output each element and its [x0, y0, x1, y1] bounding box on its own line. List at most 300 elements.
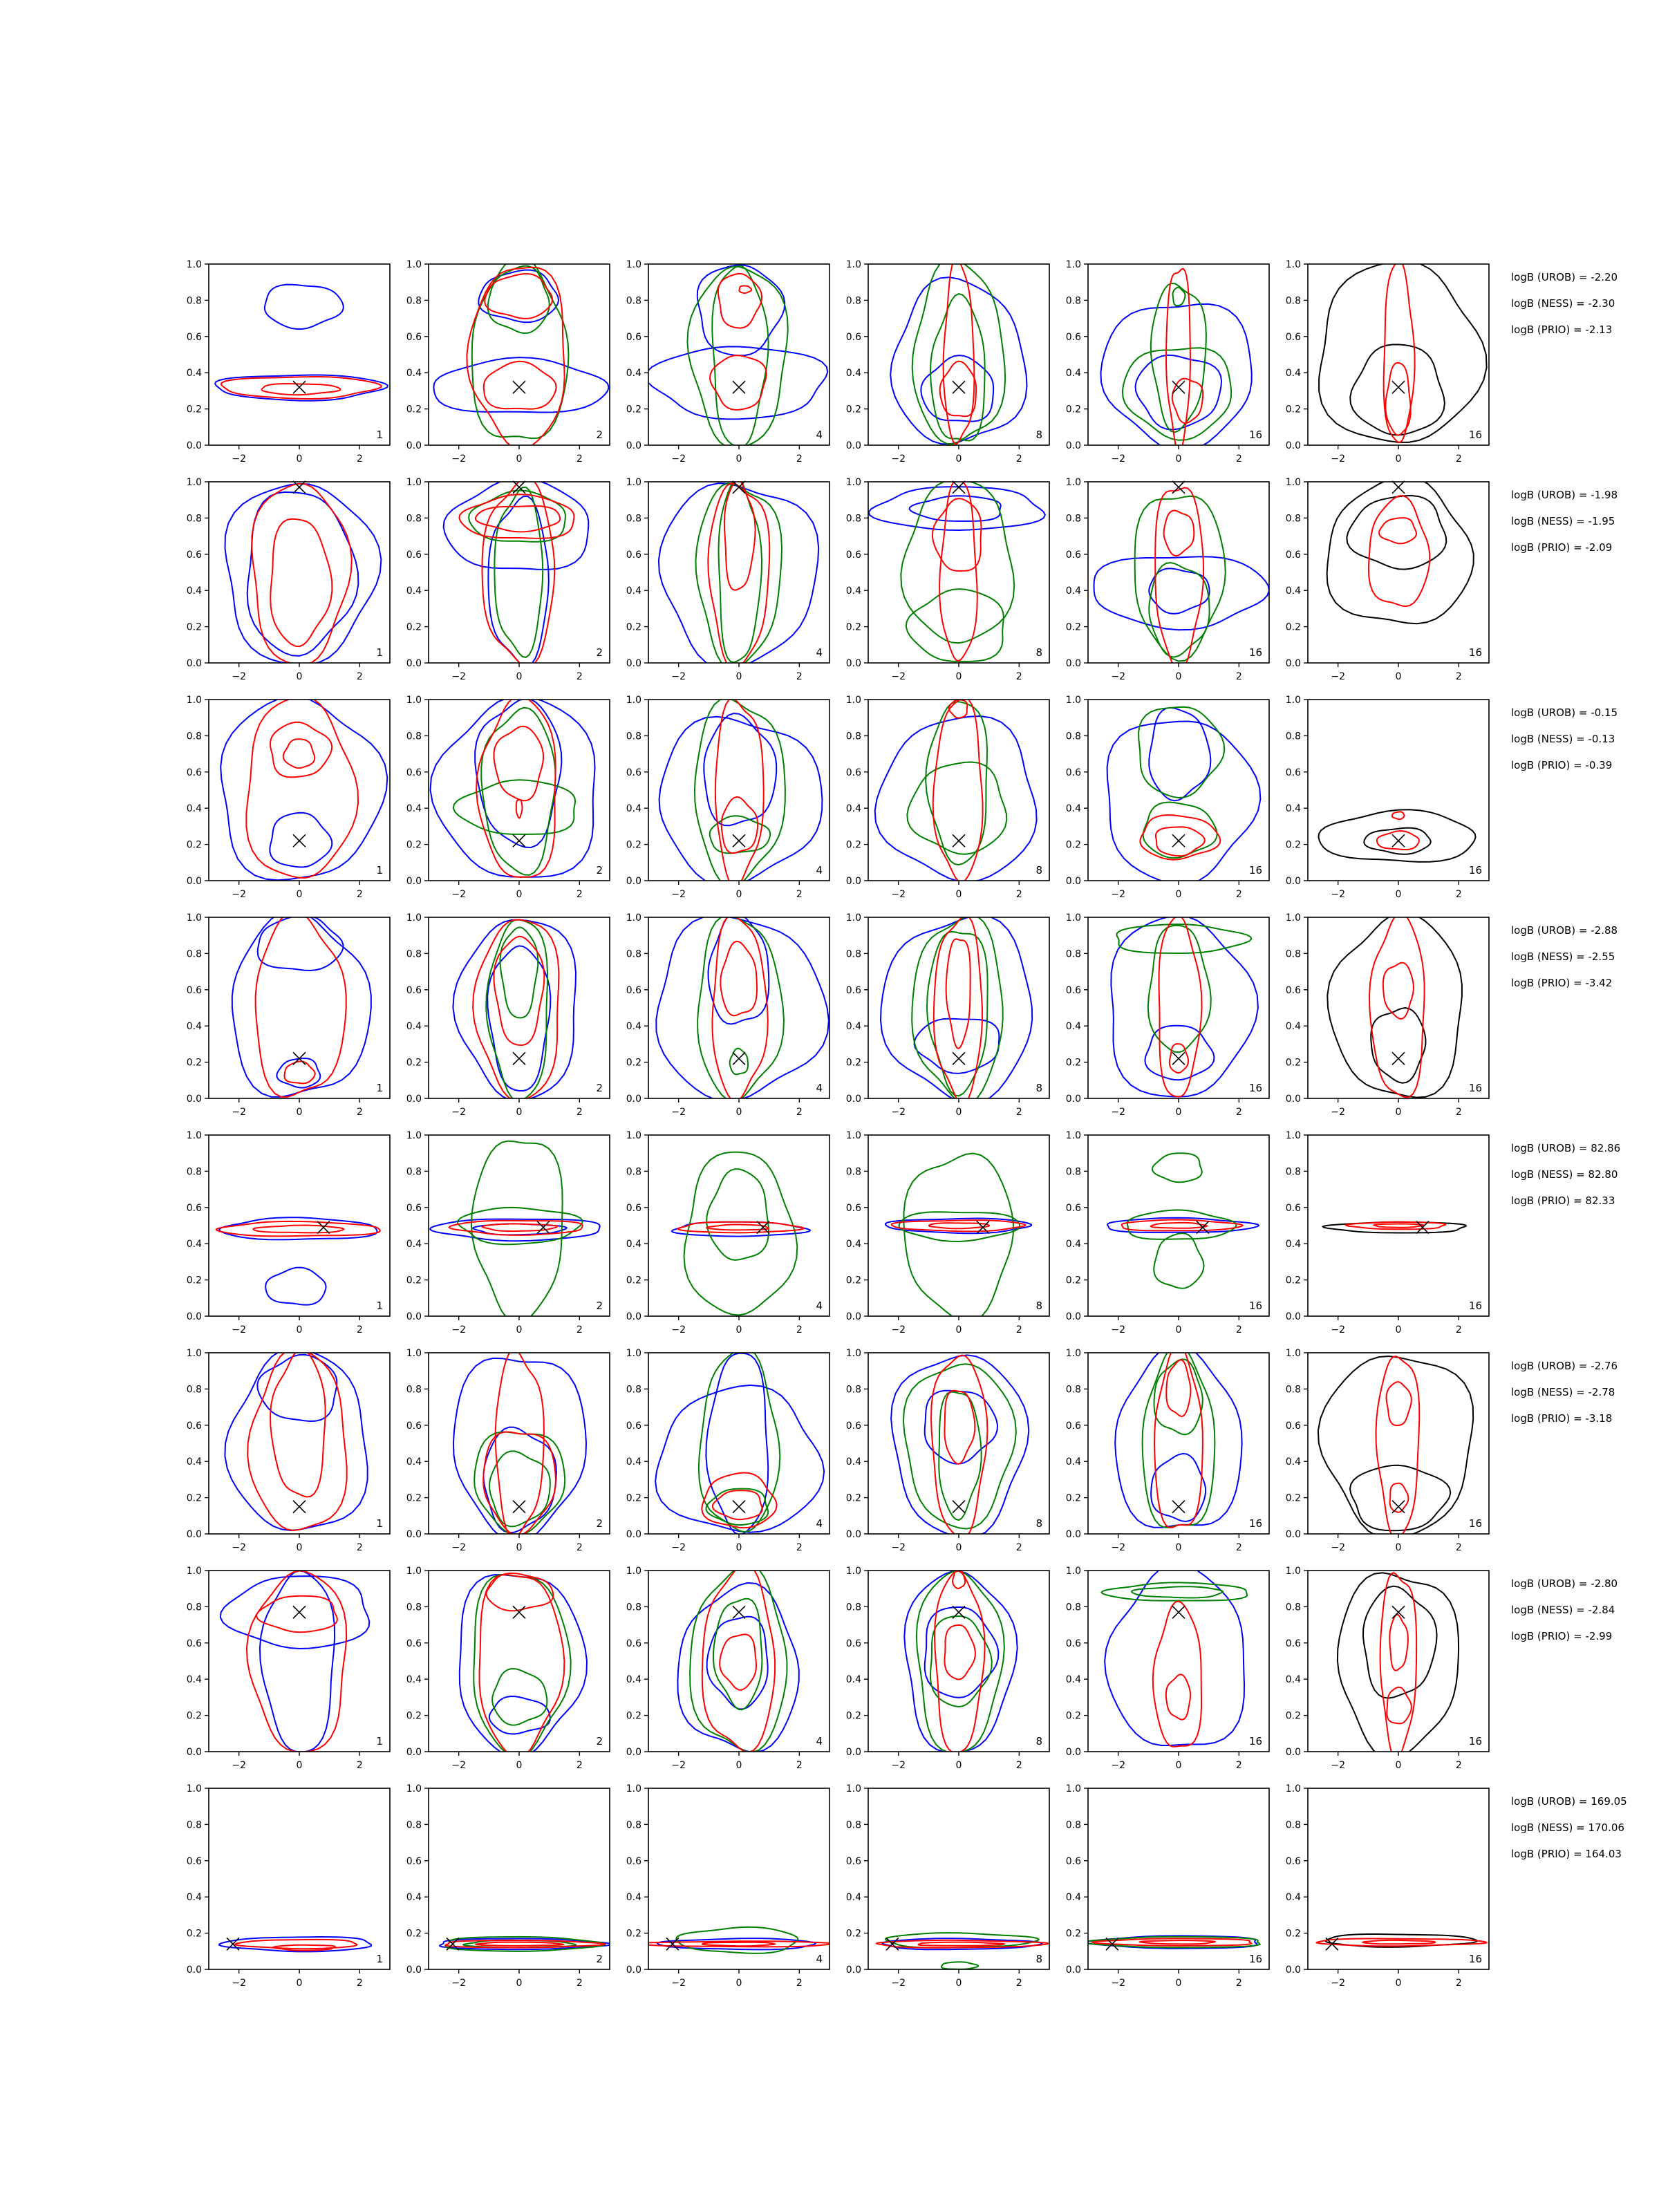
y-tick-label: 0.8 [626, 513, 641, 525]
y-tick-label: 1.0 [406, 912, 422, 924]
y-tick-label: 0.4 [845, 1021, 861, 1033]
x-tick-label: 0 [955, 671, 962, 682]
y-tick-label: 0.6 [845, 1420, 861, 1432]
y-tick-label: 0.6 [1285, 331, 1301, 343]
panel-label: 4 [816, 1735, 823, 1747]
x-tick-label: 2 [796, 1107, 803, 1118]
y-tick-label: 0.8 [626, 731, 641, 742]
x-tick-label: −2 [451, 1978, 466, 1989]
subplot-r1-c1 [187, 259, 390, 465]
x-tick-label: 2 [1455, 889, 1462, 900]
x-tick-label: 2 [796, 889, 803, 900]
y-tick-label: 0.0 [626, 876, 641, 887]
subplot-r7-c1 [187, 1566, 390, 1771]
y-tick-label: 0.6 [186, 1638, 202, 1649]
y-tick-label: 0.2 [626, 1492, 641, 1504]
y-tick-label: 0.8 [1285, 1819, 1301, 1831]
red-contour [270, 722, 332, 778]
y-tick-label: 0.6 [626, 1638, 641, 1649]
panel-label: 2 [596, 1082, 603, 1094]
x-tick-label: −2 [232, 453, 246, 465]
y-tick-label: 0.4 [1285, 1239, 1301, 1250]
y-tick-label: 0.8 [186, 948, 202, 960]
green-contour [481, 708, 555, 875]
y-tick-label: 1.0 [1065, 695, 1081, 706]
logb-annotation: logB (NESS) = -2.30 [1511, 297, 1615, 310]
x-tick-label: 0 [1175, 1760, 1182, 1771]
y-tick-label: 0.2 [626, 839, 641, 851]
y-tick-label: 0.8 [1065, 1384, 1081, 1396]
blue-contour [891, 1355, 1029, 1538]
logb-annotation: logB (NESS) = -2.55 [1511, 950, 1615, 963]
red-contour [1374, 1224, 1423, 1227]
axes-frame [648, 1135, 830, 1316]
true-value-marker [1172, 1501, 1185, 1513]
panel-label: 8 [1035, 864, 1042, 877]
y-tick-label: 0.0 [1285, 1965, 1301, 1976]
x-tick-label: 0 [955, 1978, 962, 1989]
y-tick-label: 0.0 [626, 1311, 641, 1322]
axes-frame [1308, 917, 1489, 1098]
y-tick-label: 1.0 [1285, 1130, 1301, 1141]
subplot-r5-c6 [1286, 1130, 1489, 1335]
y-tick-label: 0.4 [1065, 1674, 1081, 1686]
y-tick-label: 0.2 [186, 839, 202, 851]
axes-frame [868, 1135, 1049, 1316]
y-tick-label: 1.0 [1285, 695, 1301, 706]
blue-contour [697, 265, 785, 355]
y-tick-label: 1.0 [845, 912, 861, 924]
y-tick-label: 0.6 [406, 984, 422, 996]
y-tick-label: 0.2 [845, 839, 861, 851]
axes-frame [648, 700, 830, 881]
x-tick-label: 2 [356, 1760, 363, 1771]
axes-frame [1308, 1788, 1489, 1969]
x-tick-label: 0 [735, 671, 742, 682]
logb-annotation: logB (NESS) = 82.80 [1511, 1168, 1618, 1181]
x-tick-label: 2 [576, 1978, 583, 1989]
panel-label: 8 [1035, 429, 1042, 441]
y-tick-label: 1.0 [845, 1783, 861, 1794]
y-tick-label: 0.8 [1065, 731, 1081, 742]
logb-annotation: logB (NESS) = -2.84 [1511, 1604, 1615, 1616]
x-tick-label: −2 [891, 889, 906, 900]
panel-label: 2 [596, 646, 603, 659]
x-tick-label: 0 [296, 1978, 303, 1989]
panel-label: 1 [376, 1735, 383, 1747]
y-tick-label: 0.8 [626, 1602, 641, 1613]
y-tick-label: 0.2 [1065, 621, 1081, 633]
true-value-marker [1392, 834, 1405, 847]
x-tick-label: 0 [516, 1760, 523, 1771]
x-tick-label: 0 [296, 1107, 303, 1118]
y-tick-label: 0.4 [406, 585, 422, 597]
x-tick-label: 2 [1015, 1324, 1022, 1335]
red-contour [715, 698, 764, 887]
y-tick-label: 0.2 [845, 1057, 861, 1069]
y-tick-label: 1.0 [626, 912, 641, 924]
green-contour [1117, 924, 1252, 953]
blue-contour [875, 716, 1037, 882]
x-tick-label: 0 [1175, 1324, 1182, 1335]
x-tick-label: 2 [576, 1107, 583, 1118]
logb-annotation: logB (PRIO) = -3.18 [1511, 1412, 1613, 1425]
subplot-r1-c5 [1066, 259, 1269, 465]
y-tick-label: 1.0 [406, 1130, 422, 1141]
panel-label: 16 [1468, 429, 1482, 441]
y-tick-label: 0.8 [845, 295, 861, 307]
y-tick-label: 0.8 [1285, 1384, 1301, 1396]
y-tick-label: 0.6 [845, 984, 861, 996]
panel-label: 16 [1468, 1735, 1482, 1747]
logb-annotations [1511, 489, 1618, 554]
x-tick-label: −2 [451, 1324, 466, 1335]
y-tick-label: 0.2 [845, 1710, 861, 1722]
x-tick-label: 2 [1235, 453, 1242, 465]
blue-contour [659, 483, 818, 669]
y-tick-label: 0.4 [845, 585, 861, 597]
y-tick-label: 0.2 [1285, 1275, 1301, 1286]
y-tick-label: 0.2 [626, 1928, 641, 1940]
blue-contour [265, 285, 344, 329]
y-tick-label: 0.2 [1285, 621, 1301, 633]
red-contour [246, 697, 358, 878]
panel-label: 16 [1248, 646, 1262, 659]
y-tick-label: 0.6 [626, 1420, 641, 1432]
y-tick-label: 1.0 [186, 695, 202, 706]
y-tick-label: 0.0 [845, 440, 861, 451]
logb-annotation: logB (NESS) = -0.13 [1511, 733, 1615, 745]
green-contour [706, 1169, 769, 1260]
blue-contour [655, 1385, 824, 1533]
x-tick-label: −2 [451, 671, 466, 682]
x-tick-label: −2 [232, 1978, 246, 1989]
true-value-marker [1172, 1606, 1185, 1618]
x-tick-label: 0 [516, 1978, 523, 1989]
x-tick-label: 2 [1015, 453, 1022, 465]
y-tick-label: 0.6 [845, 767, 861, 778]
axes-frame [1088, 700, 1269, 881]
x-tick-label: 2 [1015, 671, 1022, 682]
y-tick-label: 0.6 [1065, 767, 1081, 778]
x-tick-label: 2 [796, 1542, 803, 1553]
x-tick-label: 0 [1395, 1542, 1402, 1553]
y-tick-label: 0.6 [1065, 1202, 1081, 1214]
y-tick-label: 0.4 [406, 1456, 422, 1468]
green-contour [500, 927, 538, 1018]
x-tick-label: 2 [1455, 1542, 1462, 1553]
y-tick-label: 1.0 [1065, 1130, 1081, 1141]
x-tick-label: 0 [1175, 453, 1182, 465]
y-tick-label: 0.6 [845, 1638, 861, 1649]
subplot-r8-c1 [187, 1783, 390, 1989]
red-contour [1383, 963, 1414, 1019]
y-tick-label: 0.8 [186, 295, 202, 307]
logb-annotation: logB (UROB) = -1.98 [1511, 489, 1618, 501]
x-tick-label: 0 [296, 453, 303, 465]
panel-label: 16 [1248, 1735, 1262, 1747]
x-tick-label: 0 [735, 1542, 742, 1553]
y-tick-label: 0.6 [1285, 984, 1301, 996]
x-tick-label: −2 [1331, 1760, 1345, 1771]
panel-label: 2 [596, 1300, 603, 1312]
y-tick-label: 0.8 [845, 731, 861, 742]
logb-annotation: logB (PRIO) = 82.33 [1511, 1194, 1615, 1207]
red-contour [1369, 496, 1430, 606]
y-tick-label: 0.4 [1065, 368, 1081, 379]
x-tick-label: 0 [1175, 1978, 1182, 1989]
true-value-marker [293, 1501, 306, 1513]
blue-contour [709, 912, 769, 1024]
x-tick-label: 2 [1015, 1760, 1022, 1771]
x-tick-label: −2 [891, 1978, 906, 1989]
subplot-r5-c1 [187, 1130, 390, 1335]
y-tick-label: 1.0 [406, 695, 422, 706]
y-tick-label: 0.2 [406, 621, 422, 633]
y-tick-label: 0.4 [406, 1674, 422, 1686]
y-tick-label: 0.8 [626, 295, 641, 307]
subplot-r6-c6 [1286, 1348, 1489, 1553]
y-tick-label: 1.0 [845, 695, 861, 706]
x-tick-label: 0 [516, 671, 523, 682]
red-contour [1379, 518, 1416, 543]
y-tick-label: 0.2 [1065, 1275, 1081, 1286]
x-tick-label: −2 [451, 1760, 466, 1771]
y-tick-label: 0.6 [1065, 331, 1081, 343]
y-tick-label: 1.0 [406, 477, 422, 488]
black-contour [1327, 912, 1462, 1097]
subplot-r2-c2 [406, 477, 610, 682]
y-tick-label: 0.4 [1285, 585, 1301, 597]
y-tick-label: 0.4 [186, 1892, 202, 1904]
subplot-r6-c3 [626, 1348, 830, 1553]
blue-contour [707, 1617, 768, 1709]
y-tick-label: 1.0 [186, 912, 202, 924]
green-contour [906, 589, 1004, 662]
red-contour [1155, 488, 1203, 671]
green-contour [494, 487, 543, 657]
subplot-r6-c2 [406, 1348, 610, 1553]
x-tick-label: 0 [516, 453, 523, 465]
y-tick-label: 0.0 [626, 1529, 641, 1540]
y-tick-label: 0.4 [406, 1892, 422, 1904]
y-tick-label: 0.8 [406, 731, 422, 742]
red-contour [1153, 1602, 1201, 1747]
y-tick-label: 0.6 [1065, 984, 1081, 996]
green-contour [687, 267, 787, 449]
panel-label: 16 [1468, 1300, 1482, 1312]
y-tick-label: 0.8 [845, 1819, 861, 1831]
y-tick-label: 0.0 [406, 876, 422, 887]
blue-contour [247, 492, 359, 656]
y-tick-label: 0.0 [845, 658, 861, 669]
logb-annotation: logB (NESS) = 170.06 [1511, 1821, 1624, 1834]
y-tick-label: 0.6 [406, 1855, 422, 1867]
green-contour [912, 915, 1003, 1104]
red-contour [484, 362, 556, 409]
axes-frame [1308, 482, 1489, 663]
y-tick-label: 0.4 [1065, 1892, 1081, 1904]
x-tick-label: 2 [1455, 1760, 1462, 1771]
panel-label: 16 [1468, 1517, 1482, 1530]
blue-contour [925, 1391, 997, 1464]
x-tick-label: −2 [232, 671, 246, 682]
red-contour [1164, 511, 1194, 556]
black-contour [1350, 1465, 1450, 1531]
x-tick-label: 0 [735, 1324, 742, 1335]
green-contour [907, 762, 1006, 854]
x-tick-label: 0 [1175, 671, 1182, 682]
black-contour [1327, 476, 1474, 624]
axes-frame [1088, 1788, 1269, 1969]
y-tick-label: 0.0 [1065, 1094, 1081, 1105]
y-tick-label: 0.4 [406, 803, 422, 815]
red-contour [945, 1625, 975, 1680]
panel-label: 4 [816, 1082, 823, 1094]
y-tick-label: 0.2 [1285, 404, 1301, 415]
y-tick-label: 0.8 [1285, 948, 1301, 960]
x-tick-label: 0 [296, 889, 303, 900]
logb-annotation: logB (UROB) = -2.20 [1511, 271, 1618, 283]
y-tick-label: 0.0 [406, 658, 422, 669]
y-tick-label: 0.4 [626, 1674, 641, 1686]
x-tick-label: −2 [1111, 453, 1125, 465]
logb-annotation: logB (UROB) = -2.88 [1511, 924, 1618, 937]
axes-frame [429, 482, 610, 663]
x-tick-label: 2 [1015, 1978, 1022, 1989]
y-tick-label: 0.0 [626, 1965, 641, 1976]
y-tick-label: 0.4 [1285, 1892, 1301, 1904]
axes-frame [868, 917, 1049, 1098]
y-tick-label: 0.8 [1065, 513, 1081, 525]
y-tick-label: 0.2 [845, 1492, 861, 1504]
red-contour [516, 800, 523, 818]
y-tick-label: 0.4 [626, 1892, 641, 1904]
black-contour [1347, 496, 1446, 570]
y-tick-label: 0.4 [1065, 585, 1081, 597]
x-tick-label: 0 [296, 1324, 303, 1335]
green-contour [1143, 803, 1217, 859]
y-tick-label: 1.0 [186, 1348, 202, 1359]
panel-label: 4 [816, 864, 823, 877]
y-tick-label: 0.0 [406, 1747, 422, 1758]
y-tick-label: 0.6 [1065, 549, 1081, 561]
x-tick-label: −2 [1331, 889, 1345, 900]
green-contour [690, 1564, 787, 1752]
panel-label: 4 [816, 1517, 823, 1530]
logb-annotation: logB (NESS) = -2.78 [1511, 1386, 1615, 1398]
x-tick-label: 2 [1455, 453, 1462, 465]
x-tick-label: 0 [955, 1324, 962, 1335]
y-tick-label: 0.0 [186, 440, 202, 451]
y-tick-label: 0.0 [626, 440, 641, 451]
y-tick-label: 0.2 [406, 1275, 422, 1286]
subplot-r4-c1 [187, 910, 390, 1118]
panel-label: 8 [1035, 646, 1042, 659]
green-contour [1127, 1210, 1237, 1239]
x-tick-label: −2 [1331, 1542, 1345, 1553]
green-contour [926, 702, 987, 865]
x-tick-label: 0 [735, 453, 742, 465]
y-tick-label: 0.6 [186, 549, 202, 561]
x-tick-label: 2 [576, 453, 583, 465]
x-tick-label: 2 [796, 1324, 803, 1335]
y-tick-label: 0.0 [406, 1094, 422, 1105]
y-tick-label: 0.6 [1065, 1638, 1081, 1649]
y-tick-label: 0.2 [406, 839, 422, 851]
y-tick-label: 1.0 [406, 1348, 422, 1359]
y-tick-label: 0.6 [1065, 1855, 1081, 1867]
y-tick-label: 0.4 [626, 585, 641, 597]
panel-label: 8 [1035, 1953, 1042, 1965]
y-tick-label: 0.0 [845, 1747, 861, 1758]
y-tick-label: 1.0 [845, 1566, 861, 1577]
x-tick-label: 0 [955, 1760, 962, 1771]
x-tick-label: −2 [671, 1760, 686, 1771]
y-tick-label: 0.4 [186, 1239, 202, 1250]
y-tick-label: 0.4 [845, 1892, 861, 1904]
y-tick-label: 0.4 [845, 1239, 861, 1250]
true-value-marker [953, 834, 965, 847]
y-tick-label: 0.2 [845, 1275, 861, 1286]
panel-label: 4 [816, 429, 823, 441]
x-tick-label: 2 [576, 889, 583, 900]
y-tick-label: 0.6 [1285, 1855, 1301, 1867]
true-value-marker [513, 1501, 525, 1513]
x-tick-label: 0 [1175, 1107, 1182, 1118]
red-contour [934, 915, 982, 1104]
true-value-marker [1392, 1501, 1405, 1513]
subplot-r8-c5 [1066, 1783, 1269, 1989]
blue-contour [904, 1571, 1017, 1753]
y-tick-label: 0.8 [626, 948, 641, 960]
x-tick-label: −2 [1331, 1107, 1345, 1118]
y-tick-label: 0.6 [406, 331, 422, 343]
panel-label: 16 [1468, 864, 1482, 877]
subplot-r2-c6 [1286, 476, 1489, 682]
x-tick-label: 0 [1175, 1542, 1182, 1553]
y-tick-label: 0.6 [845, 1202, 861, 1214]
axes-frame [868, 482, 1049, 663]
y-tick-label: 1.0 [1065, 1348, 1081, 1359]
y-tick-label: 0.0 [186, 1747, 202, 1758]
panel-label: 2 [596, 1953, 603, 1965]
y-tick-label: 0.8 [186, 1166, 202, 1178]
y-tick-label: 0.0 [626, 1747, 641, 1758]
y-tick-label: 0.0 [1065, 1747, 1081, 1758]
panel-label: 4 [816, 1300, 823, 1312]
subplot-r8-c2 [406, 1783, 612, 1989]
x-tick-label: 2 [796, 1760, 803, 1771]
blue-contour [453, 1358, 586, 1543]
y-tick-label: 0.6 [845, 549, 861, 561]
green-contour [930, 1616, 992, 1707]
axes-frame [429, 264, 610, 445]
subplot-r6-c1 [187, 1348, 390, 1553]
blue-contour [646, 346, 828, 419]
x-tick-label: −2 [891, 1542, 906, 1553]
x-tick-label: −2 [451, 453, 466, 465]
panel-label: 1 [376, 864, 383, 877]
y-tick-label: 0.4 [1285, 368, 1301, 379]
y-tick-label: 0.2 [1065, 1057, 1081, 1069]
x-tick-label: 2 [1015, 1107, 1022, 1118]
true-value-marker [293, 834, 306, 847]
x-tick-label: −2 [1111, 671, 1125, 682]
x-tick-label: 2 [1455, 1107, 1462, 1118]
y-tick-label: 0.2 [845, 404, 861, 415]
panel-label: 2 [596, 864, 603, 877]
